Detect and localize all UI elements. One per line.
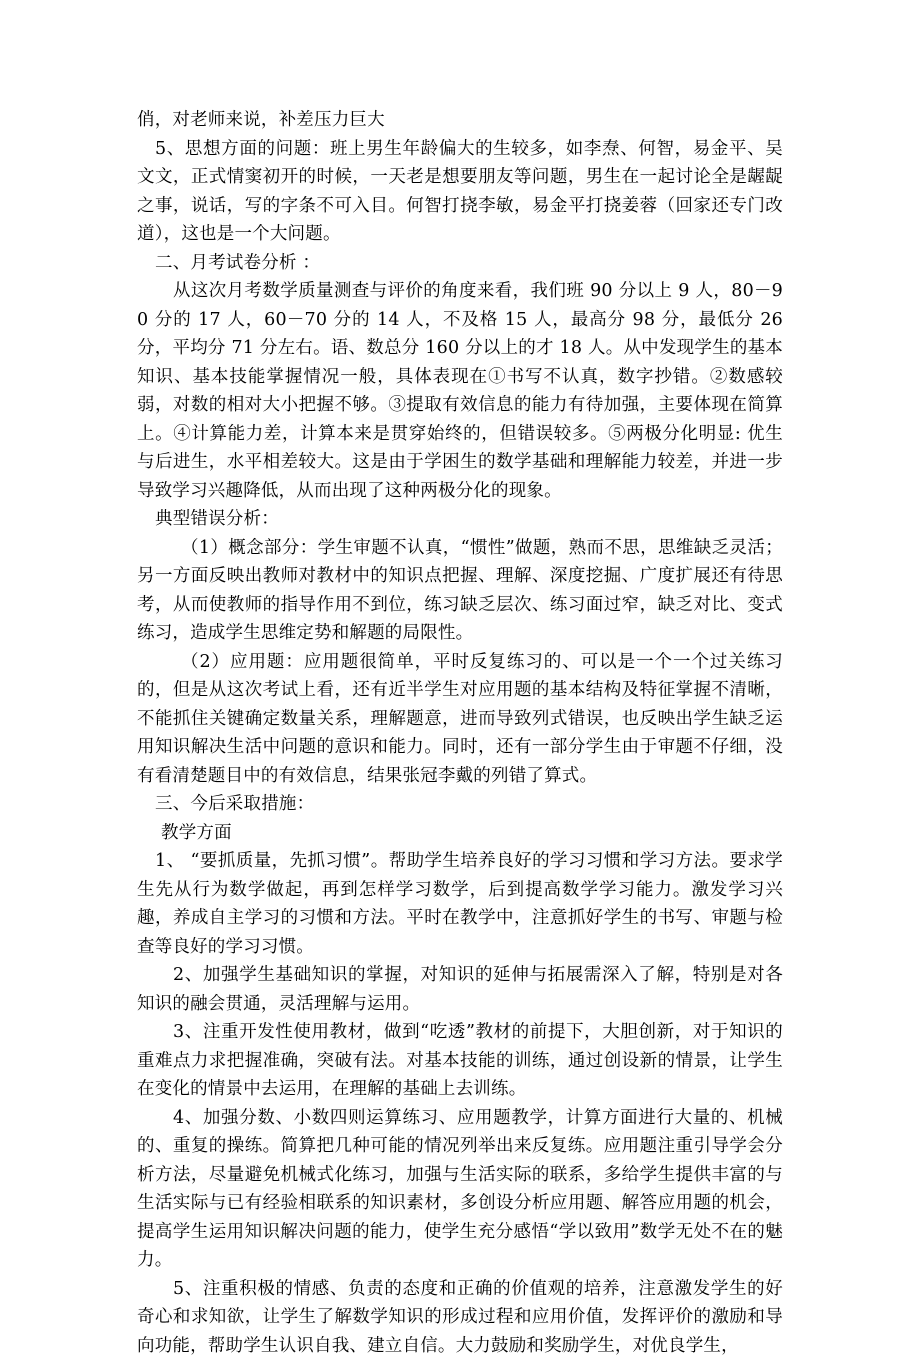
subheading-typical-errors: 典型错误分析： — [137, 505, 783, 534]
section-heading-future-measures: 三、今后采取措施： — [137, 790, 783, 819]
paragraph-measure-3: 3、注重开发性使用教材，做到“吃透”教材的前提下，大胆创新，对于知识的重难点力求把握准确，突破有法。对基本技能的训练，通过创设新的情景，让学生在变化的情景中去运用，在理解的基础上去训练。 — [137, 1018, 783, 1104]
paragraph-concept-errors: （1）概念部分：学生审题不认真，“惯性”做题，熟而不思，思维缺乏灵活；另一方面反映出教师对教材中的知识点把握、理解、深度挖掘、广度扩展还有待思考，从而使教师的指导作用不到位，练习缺乏层次、练习面过窄，缺乏对比、变式练习，造成学生思维定势和解题的局限性。 — [137, 534, 783, 648]
paragraph-measure-5: 5、注重积极的情感、负责的态度和正确的价值观的培养，注意激发学生的好奇心和求知欲，让学生了解数学知识的形成过程和应用价值，发挥评价的激励和导向功能，帮助学生认识自我、建立自信。大力鼓励和奖励学生，对优良学生， — [137, 1275, 783, 1360]
paragraph-continuation: 俏，对老师来说，补差压力巨大 — [137, 106, 783, 135]
subheading-teaching: 教学方面 — [137, 819, 783, 848]
paragraph-measure-1: 1、 “要抓质量，先抓习惯”。帮助学生培养良好的学习习惯和学习方法。要求学生先从行为数学做起，再到怎样学习数学，后到提高数学学习能力。激发学习兴趣，养成自主学习的习惯和方法。平时在教学中，注意抓好学生的书写、审题与检查等良好的学习习惯。 — [137, 847, 783, 961]
paragraph-measure-2: 2、加强学生基础知识的掌握，对知识的延伸与拓展需深入了解，特别是对各知识的融会贯通，灵活理解与运用。 — [137, 961, 783, 1018]
document-body — [137, 106, 783, 1360]
paragraph-exam-results: 从这次月考数学质量测查与评价的角度来看，我们班 90 分以上 9 人，80－90 分的 17 人，60－70 分的 14 人，不及格 15 人，最高分 98 分，最低分 26 分，平均分 71 分左右。语、数总分 160 分以上的才 18 人。从中发现学生的基本知识、基本技能掌握情况一般，具体表现在①书写不认真，数字抄错。②数感较弱，对数的相对大小把握不够。③提取有效信息的能力有待加强，主要体现在简算上。④计算能力差，计算本来是贯穿始终的，但错误较多。⑤两极分化明显: 优生与后进生，水平相差较大。这是由于学困生的数学基础和理解能力较差，并进一步导致学习兴趣降低，从而出现了这种两极分化的现象。 — [137, 277, 783, 505]
section-heading-exam-analysis: 二、月考试卷分析 ： — [137, 249, 783, 278]
paragraph-ideology-issues: 5、思想方面的问题：班上男生年龄偏大的生较多，如李焘、何智，易金平、吴文文，正式情窦初开的时候，一天老是想要朋友等问题，男生在一起讨论全是龌龊之事，说话，写的字条不可入目。何智打挠李敏，易金平打挠姜蓉（回家还专门改道），这也是一个大问题。 — [137, 135, 783, 249]
paragraph-word-problem-errors: （2）应用题：应用题很简单，平时反复练习的、可以是一个一个过关练习的，但是从这次考试上看，还有近半学生对应用题的基本结构及特征掌握不清晰，不能抓住关键确定数量关系，理解题意，进而导致列式错误，也反映出学生缺乏运用知识解决生活中问题的意识和能力。同时，还有一部分学生由于审题不仔细，没有看清楚题目中的有效信息，结果张冠李戴的列错了算式。 — [137, 648, 783, 791]
paragraph-measure-4: 4、加强分数、小数四则运算练习、应用题教学，计算方面进行大量的、机械的、重复的操练。简算把几种可能的情况列举出来反复练。应用题注重引导学会分析方法，尽量避免机械式化练习，加强与生活实际的联系，多给学生提供丰富的与生活实际与已有经验相联系的知识素材，多创设分析应用题、解答应用题的机会，提高学生运用知识解决问题的能力，使学生充分感悟“学以致用”数学无处不在的魅力。 — [137, 1104, 783, 1275]
